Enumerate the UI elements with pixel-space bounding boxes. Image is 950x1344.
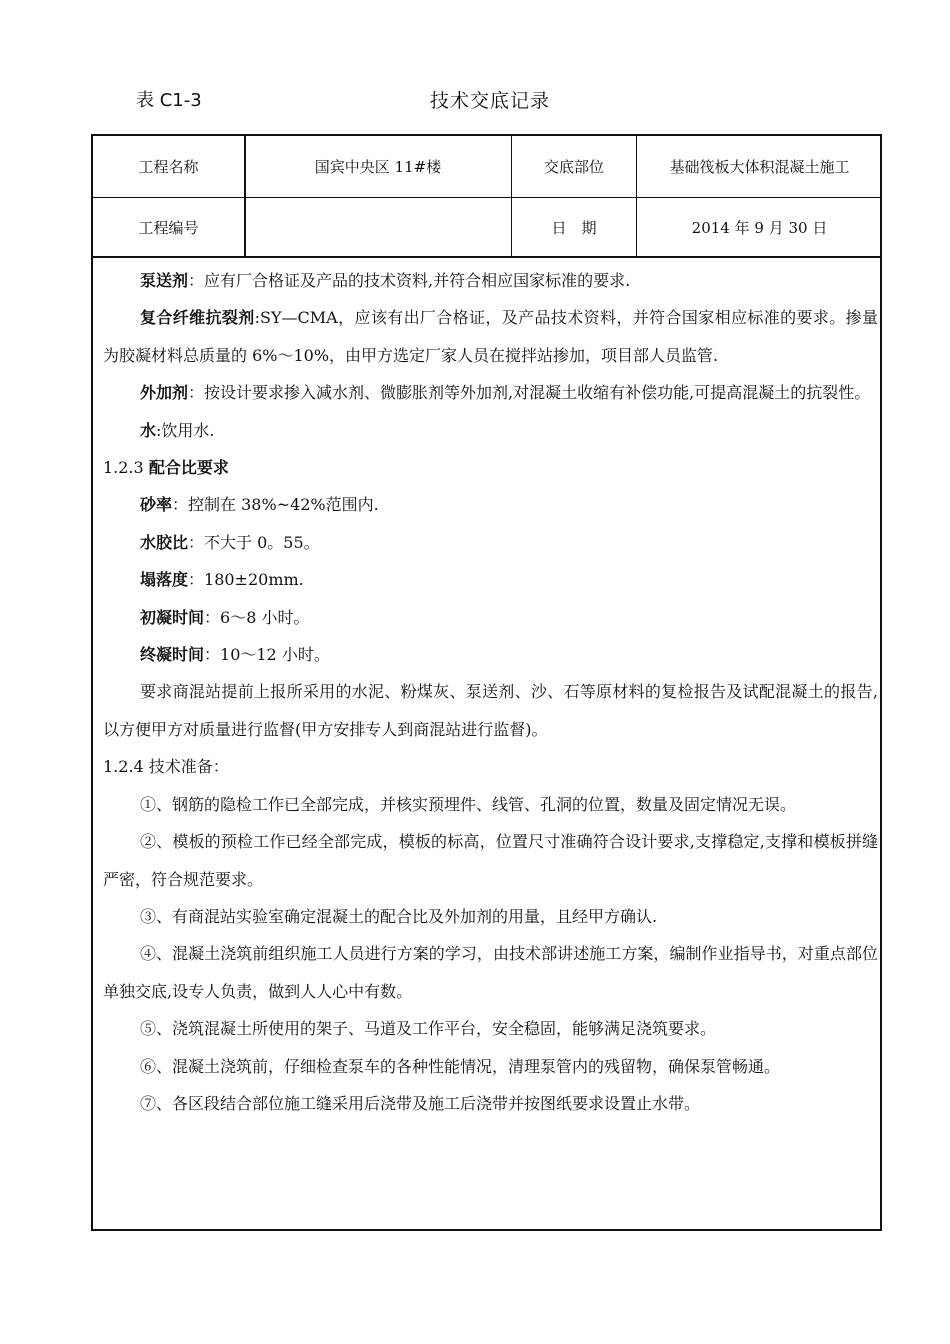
info-row-1 — [93, 136, 880, 198]
project-name-label: 工程名称 — [138, 158, 199, 176]
slump-line: 塌落度：180±20mm. — [140, 570, 304, 590]
fiber-paragraph: 复合纤维抗裂剂:SY—CMA，应该有出厂合格证，及产品技术资料，并符合国家相应标准的要求。掺量为胶凝材料总质量的 6%～10%，由甲方选定厂家人员在搅拌站掺加，项目部人员监管. — [103, 308, 878, 365]
prep-item: ⑤、浇筑混凝土所使用的架子、马道及工作平台，安全稳固，能够满足浇筑要求。 — [140, 1019, 717, 1039]
date-value: 2014 年 9 月 30 日 — [691, 218, 828, 237]
water-paragraph: 水:饮用水. — [140, 420, 215, 440]
disclosure-content — [103, 262, 878, 1122]
prep-item: ③、有商混站实验室确定混凝土的配合比及外加剂的用量，且经甲方确认. — [140, 906, 658, 926]
prep-item: ②、模板的预检工作已经全部完成，模板的标高，位置尺寸准确符合设计要求,支撑稳定,支撑和模板拼缝严密，符合规范要求。 — [103, 832, 878, 889]
mix-heading: 1.2.3 配合比要求 — [103, 458, 229, 478]
prep-item: ⑥、混凝土浇筑前，仔细检查泵车的各种性能情况，清理泵管内的残留物，确保泵管畅通。 — [140, 1056, 781, 1076]
mix-note: 要求商混站提前上报所采用的水泥、粉煤灰、泵送剂、沙、石等原材料的复检报告及试配混凝土的报告,以方便甲方对质量进行监督(甲方安排专人到商混站进行监督)。 — [103, 682, 878, 739]
document-title: 技术交底记录 — [430, 90, 551, 112]
project-no-value — [245, 198, 511, 256]
project-name-value: 国宾中央区 11#楼 — [314, 158, 442, 176]
disclosure-part-label: 交底部位 — [543, 158, 604, 176]
initial-set-line: 初凝时间：6～8 小时。 — [140, 607, 310, 627]
prep-item: ⑦、各区段结合部位施工缝采用后浇带及施工后浇带并按图纸要求设置止水带。 — [140, 1093, 701, 1113]
pump-agent-paragraph: 泵送剂：应有厂合格证及产品的技术资料,并符合相应国家标准的要求. — [140, 271, 631, 290]
project-no-label: 工程编号 — [138, 218, 199, 237]
prep-heading: 1.2.4 技术准备： — [103, 757, 229, 777]
disclosure-part-value: 基础筏板大体积混凝土施工 — [669, 158, 850, 176]
prep-item: ①、钢筋的隐检工作已全部完成，并核实预埋件、线管、孔洞的位置，数量及固定情况无误。 — [140, 794, 797, 814]
sand-ratio-line: 砂率：控制在 38%~42%范围内. — [140, 495, 379, 515]
form-id: 表 C1-3 — [136, 90, 202, 111]
date-label: 日 期 — [551, 218, 597, 237]
prep-item: ④、混凝土浇筑前组织施工人员进行方案的学习，由技术部讲述施工方案，编制作业指导书，对重点部位单独交底,设专人负责，做到人人心中有数。 — [103, 944, 878, 1001]
disclosure-form — [91, 134, 882, 1231]
admixture-paragraph: 外加剂：按设计要求掺入减水剂、微膨胀剂等外加剂,对混凝土收缩有补偿功能,可提高混凝土的抗裂性。 — [140, 383, 871, 403]
info-row-2 — [93, 198, 880, 258]
water-binder-line: 水胶比：不大于 0。55。 — [140, 532, 320, 552]
final-set-line: 终凝时间：10～12 小时。 — [140, 645, 330, 665]
